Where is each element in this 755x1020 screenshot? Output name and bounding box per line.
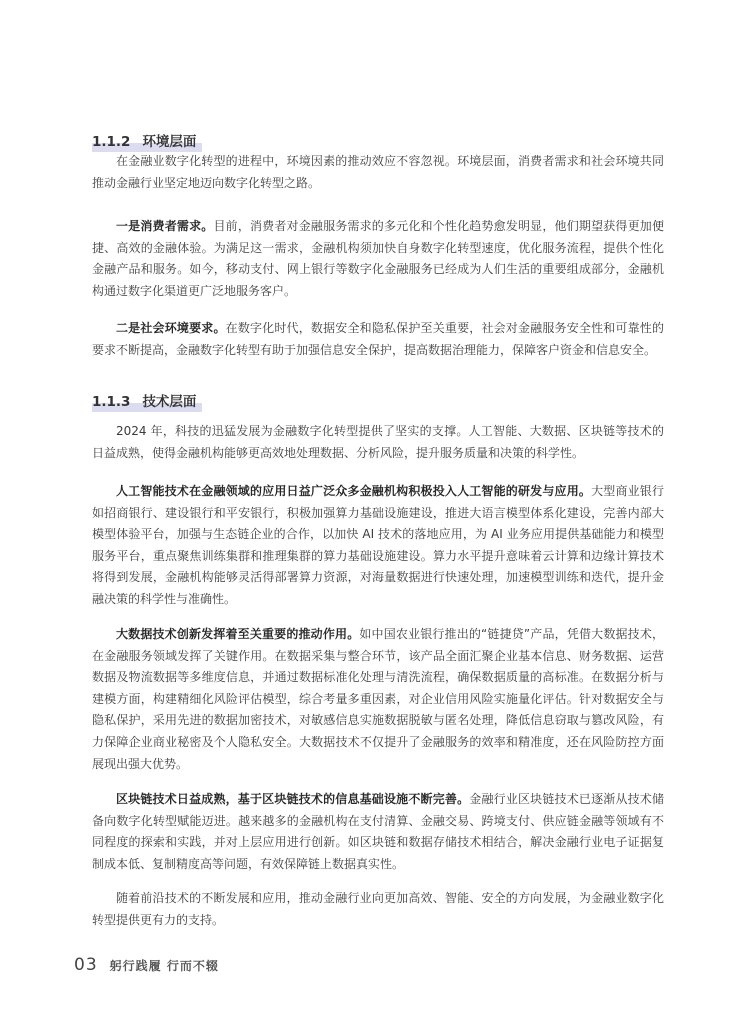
section-heading-technology: [92, 392, 202, 412]
paragraph: [92, 624, 664, 775]
paragraph-lead: 大数据技术创新发挥着至关重要的推动作用。: [116, 627, 360, 641]
section-title: 技术层面: [142, 394, 197, 410]
paragraph: [92, 216, 664, 302]
paragraph-text: 在金融业数字化转型的进程中，环境因素的推动效应不容忽视。环境层面，消费者需求和社会环境共同推动金融行业坚定地迈向数字化转型之路。: [92, 154, 664, 190]
footer-slogan: 躬行践履 行而不辍: [109, 959, 219, 973]
page-footer: [74, 954, 219, 976]
paragraph: [92, 151, 664, 194]
paragraph-text: 2024 年，科技的迅猛发展为金融数字化转型提供了坚实的支撑。人工智能、大数据、区块链等技术的日益成熟，使得金融机构能够更高效地处理数据、分析风险，提升服务质量和决策的科学性。: [92, 424, 664, 460]
paragraph-text: 大型商业银行如招商银行、建设银行和平安银行，积极加强算力基础设施建设，推进大语言模型体系化建设，完善内部大模型体验平台，加强与生态链企业的合作，以加快 AI 技术的落地应用，为 AI 业务应用提供基础能力和模型服务平台，重点聚焦训练集群和推理集群的算力基础设施建设。算力水平提升意味着云计算和边缘计算技术将得到发展，金融机构能够灵活得部署算力资源，对海量数据进行快速处理，加速模型训练和迭代，提升金融决策的科学性与准确性。: [92, 484, 664, 606]
paragraph-lead: 人工智能技术在金融领域的应用日益广泛众多金融机构积极投入人工智能的研发与应用。: [116, 484, 592, 498]
section-heading-environment: [92, 132, 202, 152]
paragraph-lead: 二是社会环境要求。: [116, 321, 226, 335]
paragraph: [92, 481, 664, 611]
paragraph: [92, 789, 664, 875]
paragraph-text: 随着前沿技术的不断发展和应用，推动金融行业向更加高效、智能、安全的方向发展，为金融业数字化转型提供更有力的支持。: [92, 891, 664, 927]
paragraph-lead: 区块链技术日益成熟，基于区块链技术的信息基础设施不断完善。: [116, 792, 470, 806]
paragraph-text: 目前，消费者对金融服务需求的多元化和个性化趋势愈发明显，他们期望获得更加便捷、高效的金融体验。为满足这一需求，金融机构须加快自身数字化转型速度，优化服务流程，提供个性化金融产品和服务。如今，移动支付、网上银行等数字化金融服务已经成为人们生活的重要组成部分，金融机构通过数字化渠道更广泛地服务客户。: [92, 219, 664, 298]
page-number: 03: [74, 955, 98, 975]
paragraph: [92, 888, 664, 931]
paragraph: [92, 421, 664, 464]
paragraph-text: 在数字化时代，数据安全和隐私保护至关重要，社会对金融服务安全性和可靠性的要求不断提高，金融数字化转型有助于加强信息安全保护，提高数据治理能力，保障客户资金和信息安全。: [92, 321, 664, 357]
paragraph: [92, 318, 664, 361]
section-number: 1.1.2: [92, 134, 131, 150]
paragraph-text: 如中国农业银行推出的“链捷贷”产品，凭借大数据技术，在金融服务领域发挥了关键作用。在数据采集与整合环节，该产品全面汇聚企业基本信息、财务数据、运营数据及物流数据等多维度信息，并通过数据标准化处理与清洗流程，确保数据质量的高标准。在数据分析与建模方面，构建精细化风险评估模型，综合考量多重因素，对企业信用风险实施量化评估。针对数据安全与隐私保护，采用先进的数据加密技术，对敏感信息实施数据脱敏与匿名处理，降低信息窃取与篡改风险，有力保障企业商业秘密及个人隐私安全。大数据技术不仅提升了金融服务的效率和精准度，还在风险防控方面展现出强大优势。: [92, 627, 664, 771]
paragraph-lead: 一是消费者需求。: [116, 219, 214, 233]
section-number: 1.1.3: [92, 394, 131, 410]
section-title: 环境层面: [142, 134, 197, 150]
paragraph-text: 金融行业区块链技术已逐渐从技术储备向数字化转型赋能迈进。越来越多的金融机构在支付清算、金融交易、跨境支付、供应链金融等领域有不同程度的探索和实践，并对上层应用进行创新。如区块链和数据存储技术相结合，解决金融行业电子证据复制成本低、复制精度高等问题，有效保障链上数据真实性。: [92, 792, 664, 871]
